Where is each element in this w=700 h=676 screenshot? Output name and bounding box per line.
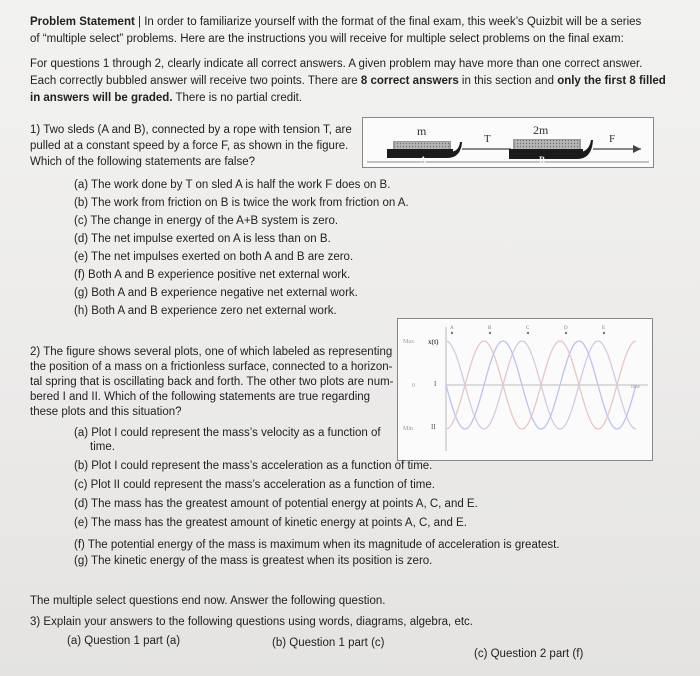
oscillation-figure bbox=[397, 318, 653, 461]
plot-2-label: II bbox=[431, 423, 436, 431]
point-marker-dot bbox=[527, 332, 529, 334]
force-arrowhead bbox=[633, 145, 641, 153]
q1-stem-line: Which of the following statements are false? bbox=[30, 156, 256, 168]
q1-option: (b) The work from friction on B is twice the work from friction on A. bbox=[74, 197, 409, 209]
sled-figure bbox=[362, 117, 654, 168]
point-label: E bbox=[602, 326, 606, 331]
intro-text-1: In order to familiarize yourself with the format of the final exam, this week’s Quizbit will be a series bbox=[144, 16, 642, 28]
mass-b-label: 2m bbox=[533, 123, 549, 137]
point-marker-dot bbox=[565, 332, 567, 334]
q1-option: (g) Both A and B experience negative net external work. bbox=[74, 287, 358, 299]
sled-b bbox=[509, 139, 593, 159]
mass-a-label: m bbox=[417, 124, 427, 138]
intro-line-2: of “multiple select” problems. Here are the instructions you will receive for multiple select problems on the final exam: bbox=[30, 33, 624, 45]
answer-part: (b) Question 1 part (c) bbox=[272, 637, 385, 649]
answer-part: (a) Question 1 part (a) bbox=[67, 635, 181, 647]
q2-stem-line: the position of a mass on a frictionless surface, connected to a horizon- bbox=[30, 361, 393, 373]
q2-option: (d) The mass has the greatest amount of potential energy at points A, C, and E. bbox=[74, 498, 478, 510]
plot-1-label: I bbox=[434, 380, 437, 388]
q1-option: (d) The net impulse exerted on A is less than on B. bbox=[74, 233, 331, 245]
problem-statement-heading: Problem Statement bbox=[30, 16, 135, 28]
heading-separator: | bbox=[138, 16, 142, 28]
q2-option-continued: time. bbox=[90, 441, 115, 453]
xt-curve-label: x(t) bbox=[428, 338, 439, 346]
intro-bold-count: 8 correct answers bbox=[360, 75, 459, 87]
min-label: Min bbox=[403, 426, 414, 432]
q2-option: (f) The potential energy of the mass is maximum when its magnitude of acceleration is greatest. bbox=[74, 539, 560, 551]
intro-bold-first: only the first 8 filled bbox=[557, 75, 666, 87]
q2-option: (b) Plot I could represent the mass’s acceleration as a function of time. bbox=[74, 460, 433, 472]
q2-option: (a) Plot I could represent the mass’s velocity as a function of bbox=[74, 427, 381, 439]
time-axis-label: time bbox=[631, 385, 640, 390]
end-line-1: The multiple select questions end now. Answer the following question. bbox=[30, 595, 386, 607]
q2-stem-line: 2) The figure shows several plots, one of which labeled as representing bbox=[30, 346, 393, 358]
q1-stem-line: 1) Two sleds (A and B), connected by a rope with tension T, are bbox=[30, 124, 352, 136]
point-label: D bbox=[564, 326, 568, 331]
end-line-2: 3) Explain your answers to the following questions using words, diagrams, algebra, etc. bbox=[30, 616, 473, 628]
point-label: A bbox=[450, 326, 454, 331]
max-label: Max bbox=[403, 339, 414, 345]
q1-option: (c) The change in energy of the A+B system is zero. bbox=[74, 215, 339, 227]
point-marker-dot bbox=[489, 332, 491, 334]
point-label: C bbox=[526, 326, 530, 331]
intro-text-4b: in this section and bbox=[461, 75, 554, 87]
q2-option: (g) The kinetic energy of the mass is greatest when its position is zero. bbox=[74, 555, 433, 567]
force-label: F bbox=[609, 133, 616, 145]
sled-a-label: A bbox=[420, 155, 427, 165]
point-marker-dot bbox=[451, 332, 453, 334]
tension-label: T bbox=[484, 133, 491, 145]
intro-text-5: There is no partial credit. bbox=[175, 92, 303, 104]
intro-text-4: Each correctly bubbled answer will receive two points. There are bbox=[30, 75, 358, 87]
q1-option: (h) Both A and B experience zero net external work. bbox=[74, 305, 337, 317]
point-label: B bbox=[488, 326, 492, 331]
q2-option: (e) The mass has the greatest amount of kinetic energy at points A, C, and E. bbox=[74, 517, 467, 529]
q1-option: (e) The net impulses exerted on both A and B are zero. bbox=[74, 251, 354, 263]
zero-label: 0 bbox=[412, 383, 415, 389]
point-marker-dot bbox=[603, 332, 605, 334]
q1-option: (f) Both A and B experience positive net external work. bbox=[74, 269, 351, 281]
sled-b-label: B bbox=[539, 155, 546, 165]
intro-bold-graded: in answers will be graded. bbox=[30, 92, 173, 104]
q2-stem-line: tal spring that is oscillating back and forth. The other two plots are num- bbox=[30, 376, 394, 388]
q1-option: (a) The work done by T on sled A is half the work F does on B. bbox=[74, 179, 391, 191]
oscillation-plot bbox=[398, 319, 652, 460]
q2-stem-line: these plots and this situation? bbox=[30, 406, 182, 418]
point-markers bbox=[450, 326, 605, 334]
answer-part: (c) Question 2 part (f) bbox=[474, 648, 584, 660]
q1-stem-line: pulled at a constant speed by a force F, as shown in the figure. bbox=[30, 140, 349, 152]
intro-line-5 bbox=[30, 90, 302, 107]
sled-diagram bbox=[363, 118, 653, 167]
q2-option: (c) Plot II could represent the mass’s acceleration as a function of time. bbox=[74, 479, 435, 491]
intro-line-3: For questions 1 through 2, clearly indicate all correct answers. A given problem may have more than one correct answer. bbox=[30, 58, 643, 70]
intro-line-4 bbox=[30, 73, 666, 90]
q2-stem-line: bered I and II. Which of the following statements are true regarding bbox=[30, 391, 371, 403]
intro-line-1 bbox=[30, 14, 641, 31]
